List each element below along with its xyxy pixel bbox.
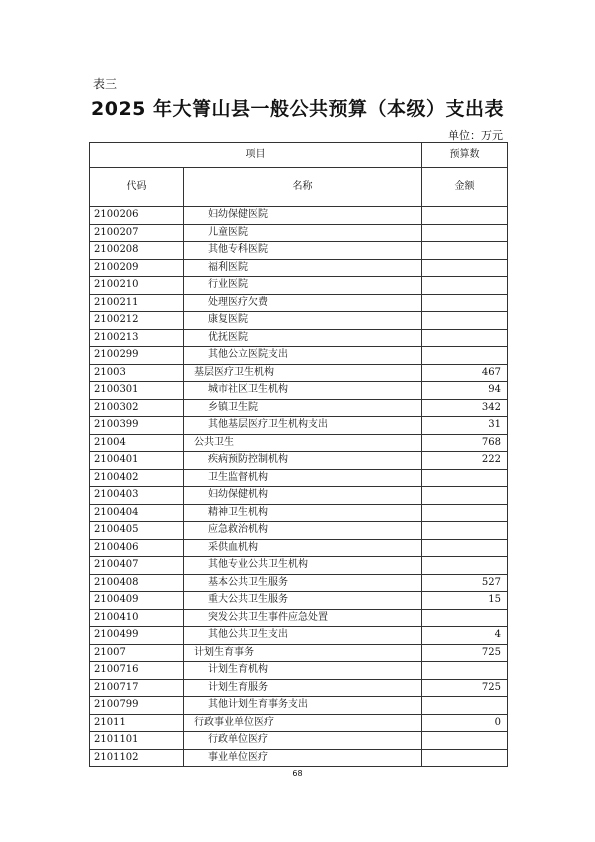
row-code: 2100499 (90, 627, 184, 645)
table-row (90, 294, 508, 312)
row-code: 2100207 (90, 224, 184, 242)
row-name: 基本公共卫生服务 (184, 574, 422, 592)
table-row (90, 539, 508, 557)
row-amount (422, 259, 508, 277)
row-name: 计划生育事务 (184, 644, 422, 662)
table-row (90, 697, 508, 715)
row-amount (422, 329, 508, 347)
row-name: 其他公共卫生支出 (184, 627, 422, 645)
table-row (90, 434, 508, 452)
row-amount (422, 539, 508, 557)
row-name: 计划生育机构 (184, 662, 422, 680)
row-name: 其他专科医院 (184, 242, 422, 260)
row-code: 2100212 (90, 312, 184, 330)
row-amount (422, 609, 508, 627)
row-code: 2100409 (90, 592, 184, 610)
unit-label: 单位：万元 (448, 129, 503, 142)
row-code: 2100211 (90, 294, 184, 312)
page-title: 2025 年大箐山县一般公共预算（本级）支出表 (91, 98, 504, 120)
row-name: 康复医院 (184, 312, 422, 330)
row-amount: 725 (422, 679, 508, 697)
row-amount (422, 294, 508, 312)
row-amount: 467 (422, 364, 508, 382)
header-name: 名称 (184, 168, 422, 207)
row-amount (422, 224, 508, 242)
row-amount (422, 487, 508, 505)
row-amount: 342 (422, 399, 508, 417)
row-name: 其他公立医院支出 (184, 347, 422, 365)
table-row (90, 347, 508, 365)
header-code: 代码 (90, 168, 184, 207)
table-row (90, 749, 508, 767)
row-name: 疾病预防控制机构 (184, 452, 422, 470)
row-name: 其他专业公共卫生机构 (184, 557, 422, 575)
row-amount: 527 (422, 574, 508, 592)
table-row (90, 714, 508, 732)
row-amount (422, 749, 508, 767)
row-amount: 4 (422, 627, 508, 645)
row-name: 突发公共卫生事件应急处置 (184, 609, 422, 627)
row-amount: 768 (422, 434, 508, 452)
table-row (90, 452, 508, 470)
row-name: 行政事业单位医疗 (184, 714, 422, 732)
table-row (90, 609, 508, 627)
row-amount: 725 (422, 644, 508, 662)
row-name: 儿童医院 (184, 224, 422, 242)
row-name: 采供血机构 (184, 539, 422, 557)
row-code: 2100407 (90, 557, 184, 575)
table-row (90, 259, 508, 277)
row-code: 2100301 (90, 382, 184, 400)
row-code: 2101101 (90, 732, 184, 750)
row-code: 2100410 (90, 609, 184, 627)
row-code: 2100402 (90, 469, 184, 487)
row-name: 精神卫生机构 (184, 504, 422, 522)
table-row (90, 277, 508, 295)
row-name: 乡镇卫生院 (184, 399, 422, 417)
row-name: 城市社区卫生机构 (184, 382, 422, 400)
row-code: 2100404 (90, 504, 184, 522)
row-amount: 222 (422, 452, 508, 470)
row-name: 福利医院 (184, 259, 422, 277)
table-row (90, 662, 508, 680)
table-row (90, 329, 508, 347)
row-code: 2100717 (90, 679, 184, 697)
table-row (90, 312, 508, 330)
row-amount (422, 732, 508, 750)
row-amount: 94 (422, 382, 508, 400)
row-amount (422, 277, 508, 295)
budget-table (89, 142, 508, 767)
page-number: 68 (292, 769, 303, 778)
row-name: 行业医院 (184, 277, 422, 295)
row-amount: 0 (422, 714, 508, 732)
row-name: 优抚医院 (184, 329, 422, 347)
row-name: 应急救治机构 (184, 522, 422, 540)
row-amount (422, 504, 508, 522)
row-name: 行政单位医疗 (184, 732, 422, 750)
table-row (90, 382, 508, 400)
table-row (90, 399, 508, 417)
table-row (90, 592, 508, 610)
table-row (90, 364, 508, 382)
row-code: 21004 (90, 434, 184, 452)
row-name: 妇幼保健医院 (184, 207, 422, 225)
table-row (90, 469, 508, 487)
table-row (90, 627, 508, 645)
row-amount (422, 522, 508, 540)
row-name: 卫生监督机构 (184, 469, 422, 487)
row-code: 2100405 (90, 522, 184, 540)
row-code: 2100209 (90, 259, 184, 277)
row-name: 其他计划生育事务支出 (184, 697, 422, 715)
row-code: 2100403 (90, 487, 184, 505)
table-row (90, 557, 508, 575)
row-code: 2100408 (90, 574, 184, 592)
header-budget: 预算数 (422, 143, 508, 168)
row-code: 21011 (90, 714, 184, 732)
row-amount (422, 662, 508, 680)
row-code: 2100302 (90, 399, 184, 417)
row-code: 2100716 (90, 662, 184, 680)
header-amount: 金额 (422, 168, 508, 207)
row-code: 21007 (90, 644, 184, 662)
row-amount (422, 697, 508, 715)
row-code: 2100399 (90, 417, 184, 435)
row-amount (422, 312, 508, 330)
row-code: 2100208 (90, 242, 184, 260)
table-row (90, 242, 508, 260)
header-row-2 (90, 168, 508, 207)
row-amount (422, 347, 508, 365)
header-project: 项目 (90, 143, 422, 168)
row-amount (422, 557, 508, 575)
table-row (90, 574, 508, 592)
row-name: 公共卫生 (184, 434, 422, 452)
table-row (90, 417, 508, 435)
row-name: 计划生育服务 (184, 679, 422, 697)
table-row (90, 679, 508, 697)
table-label: 表三 (93, 77, 118, 91)
table-row (90, 487, 508, 505)
row-name: 事业单位医疗 (184, 749, 422, 767)
row-code: 2100210 (90, 277, 184, 295)
table-row (90, 224, 508, 242)
row-code: 2100406 (90, 539, 184, 557)
row-amount: 31 (422, 417, 508, 435)
row-amount: 15 (422, 592, 508, 610)
row-code: 2100799 (90, 697, 184, 715)
row-name: 妇幼保健机构 (184, 487, 422, 505)
table-row (90, 732, 508, 750)
table-row (90, 207, 508, 225)
row-amount (422, 207, 508, 225)
row-amount (422, 242, 508, 260)
row-name: 重大公共卫生服务 (184, 592, 422, 610)
row-name: 处理医疗欠费 (184, 294, 422, 312)
header-row-1 (90, 143, 508, 168)
table-row (90, 644, 508, 662)
table-row (90, 504, 508, 522)
row-name: 其他基层医疗卫生机构支出 (184, 417, 422, 435)
table-row (90, 522, 508, 540)
row-code: 2101102 (90, 749, 184, 767)
row-code: 2100206 (90, 207, 184, 225)
row-code: 2100401 (90, 452, 184, 470)
row-code: 21003 (90, 364, 184, 382)
row-code: 2100299 (90, 347, 184, 365)
row-amount (422, 469, 508, 487)
row-code: 2100213 (90, 329, 184, 347)
row-name: 基层医疗卫生机构 (184, 364, 422, 382)
